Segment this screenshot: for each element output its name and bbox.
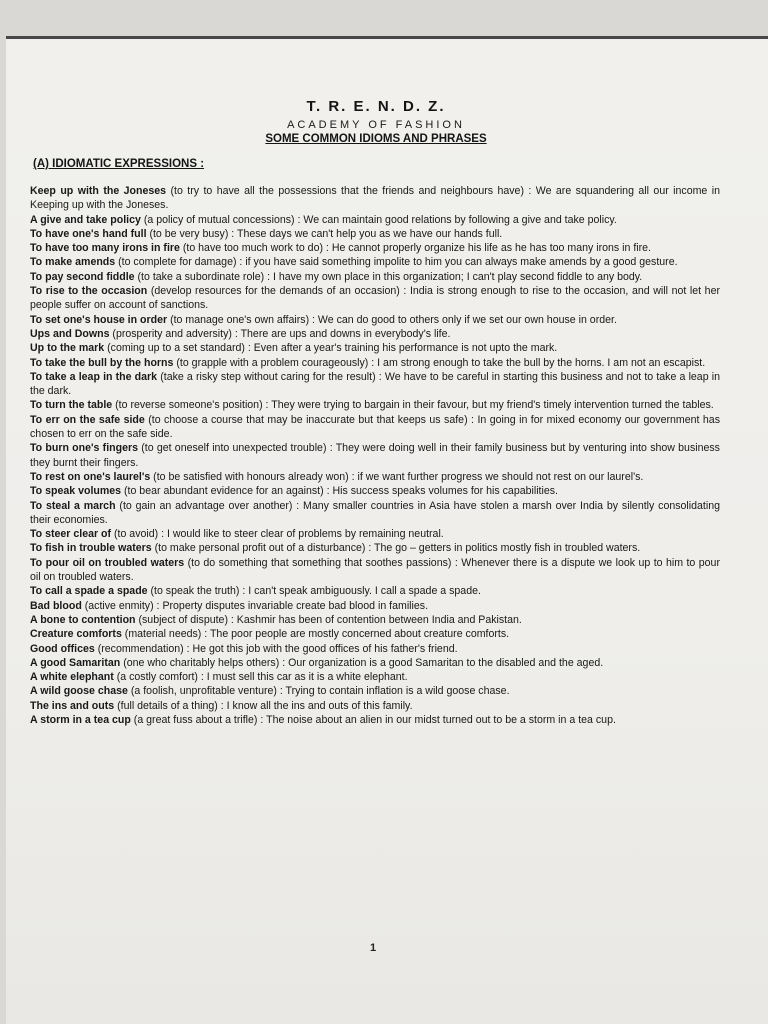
- idiom-definition: (to be very busy) : These days we can't help you as we have our hands full.: [146, 227, 503, 240]
- idiom-term: A give and take policy: [30, 213, 141, 226]
- idiom-entry: [30, 599, 720, 613]
- idiom-definition: (to take a subordinate role) : I have my own place in this organization; I can't play second fiddle to any body.: [134, 270, 643, 283]
- idiom-entry: [30, 398, 720, 412]
- document-page: [6, 36, 768, 1024]
- idiom-definition: (to reverse someone's position) : They were trying to bargain in their favour, but my friend's timely intervention turned the tables.: [112, 399, 714, 412]
- idiom-term: To take a leap in the dark: [30, 370, 158, 383]
- idiom-definition: (material needs) : The poor people are mostly concerned about creature comforts.: [121, 628, 510, 641]
- idiom-entry: [30, 613, 720, 627]
- idiom-entry: [30, 327, 720, 341]
- idiom-entry: [30, 527, 720, 541]
- idiom-term: To turn the table: [30, 399, 113, 412]
- idiom-definition: (to do something that something that soothes passions) : Whenever there is a dispute we look up to him to pour oil on troubled waters.: [30, 556, 720, 584]
- idiom-definition: (a costly comfort) : I must sell this car as it is a white elephant.: [113, 671, 408, 684]
- idiom-term: To rise to the occasion: [30, 285, 148, 298]
- idiom-entry: [30, 556, 720, 585]
- idiom-term: The ins and outs: [30, 699, 115, 712]
- idiom-term: Keep up with the Joneses: [30, 185, 167, 197]
- idiom-entry: [30, 341, 720, 355]
- idiom-term: To have one's hand full: [30, 227, 147, 240]
- idiom-entry: [30, 213, 720, 227]
- idiom-definition: (coming up to a set standard) : Even after a year's training his performance is not upto the mark.: [104, 342, 558, 355]
- idiom-definition: (to grapple with a problem courageously) : I am strong enough to take the bull by the horns. I am not an escapist.: [173, 356, 706, 369]
- idiom-entry: [30, 656, 720, 670]
- idiom-term: To pour oil on troubled waters: [30, 556, 185, 569]
- idiom-entry: [30, 484, 720, 498]
- idiom-term: To have too many irons in fire: [30, 242, 180, 255]
- idiom-definition: (to manage one's own affairs) : We can do good to others only if we set our own house in order.: [167, 313, 617, 326]
- idiom-definition: (subject of dispute) : Kashmir has been of contention between India and Pakistan.: [135, 613, 522, 626]
- idiom-entry: [30, 284, 720, 313]
- idiom-term: To speak volumes: [30, 485, 122, 498]
- idiom-definition: (to gain an advantage over another) : Many smaller countries in Asia have stolen a marsh over India by silently consolidating their economies.: [30, 499, 720, 526]
- idiom-entry: [30, 255, 720, 269]
- idiom-entry: [30, 441, 720, 470]
- idiom-entry: [30, 470, 720, 484]
- idiom-definition: (develop resources for the demands of an occasion) : India is strong enough to rise to the occasion, and will not let her people suffer on account of sanctions.: [30, 285, 720, 312]
- page-top-edge: [6, 36, 768, 39]
- idiom-term: To pay second fiddle: [30, 270, 135, 283]
- idiom-entry: [30, 241, 720, 255]
- idiom-entry: [30, 627, 720, 641]
- idiom-term: A bone to contention: [30, 613, 136, 626]
- idiom-entry: [30, 584, 720, 598]
- idiom-term: To err on the safe side: [30, 413, 145, 426]
- idiom-entry: [30, 670, 720, 684]
- idiom-entry: [30, 499, 720, 528]
- idiom-definition: (to be satisfied with honours already won) : if we want further progress we should not rest on our laurel's.: [150, 470, 644, 483]
- section-heading: (A) IDIOMATIC EXPRESSIONS :: [33, 158, 205, 170]
- idiom-definition: (prosperity and adversity) : There are ups and downs in everybody's life.: [109, 327, 451, 340]
- idiom-entry: [30, 270, 720, 284]
- idiom-definition: (full details of a thing) : I know all the ins and outs of this family.: [114, 699, 413, 712]
- idiom-entry: [30, 370, 720, 399]
- document-title: SOME COMMON IDIOMS AND PHRASES: [265, 133, 487, 145]
- brand-name: T. R. E. N. D. Z.: [306, 98, 446, 115]
- idiom-term: A good Samaritan: [30, 656, 121, 669]
- idiom-entry: [30, 642, 720, 656]
- idiom-definition: (to have too much work to do) : He cannot properly organize his life as he has too many irons in fire.: [179, 242, 651, 255]
- idiom-definition: (one who charitably helps others) : Our organization is a good Samaritan to the disabled and the aged.: [120, 656, 604, 669]
- idiom-definition: (a policy of mutual concessions) : We can maintain good relations by following a give and take policy.: [140, 213, 617, 226]
- idiom-term: Bad blood: [30, 599, 82, 612]
- idiom-term: To call a spade a spade: [30, 585, 148, 598]
- idiom-definition: (to make personal profit out of a disturbance) : The go – getters in politics mostly fish in troubled waters.: [151, 542, 641, 555]
- brand-subtitle: ACADEMY OF FASHION: [287, 119, 465, 131]
- idiom-entry: [30, 699, 720, 713]
- idiom-term: Up to the mark: [30, 342, 105, 355]
- idiom-term: Good offices: [30, 642, 95, 655]
- idiom-definition: (a foolish, unprofitable venture) : Trying to contain inflation is a wild goose chase.: [127, 685, 510, 698]
- idiom-term: A storm in a tea cup: [30, 713, 131, 726]
- idiom-term: To rest on one's laurel's: [30, 470, 151, 483]
- idiom-definition: (to try to have all the possessions that the friends and neighbours have) : We are squandering all our income in Keeping up with the Joneses.: [30, 185, 720, 212]
- idiom-entry: [30, 356, 720, 370]
- idiom-definition: (to complete for damage) : if you have said something impolite to him you can always make amends by a good gesture.: [115, 256, 678, 269]
- idiom-list: [30, 184, 720, 727]
- idiom-entry: [30, 227, 720, 241]
- idiom-entry: [30, 313, 720, 327]
- idiom-definition: (a great fuss about a trifle) : The noise about an alien in our midst turned out to be a storm in a tea cup.: [130, 713, 616, 726]
- idiom-term: To steer clear of: [30, 528, 112, 541]
- idiom-term: Ups and Downs: [30, 327, 110, 340]
- idiom-term: To make amends: [30, 256, 116, 269]
- page-number: 1: [370, 942, 377, 954]
- document-header: [6, 98, 746, 145]
- idiom-definition: (take a risky step without caring for the result) : We have to be careful in starting this business and not to take a leap in the dark.: [30, 370, 720, 398]
- idiom-term: Creature comforts: [30, 628, 122, 641]
- idiom-definition: (to speak the truth) : I can't speak ambiguously. I call a spade a spade.: [147, 585, 481, 598]
- idiom-term: To set one's house in order: [30, 313, 168, 326]
- idiom-definition: (to avoid) : I would like to steer clear of problems by remaining neutral.: [111, 528, 444, 541]
- idiom-entry: [30, 413, 720, 442]
- idiom-entry: [30, 684, 720, 698]
- idiom-definition: (active enmity) : Property disputes invariable create bad blood in families.: [81, 599, 429, 612]
- idiom-term: A white elephant: [30, 671, 114, 684]
- idiom-definition: (to bear abundant evidence for an against) : His success speaks volumes for his capabilities.: [121, 485, 558, 498]
- idiom-term: To fish in trouble waters: [30, 542, 152, 555]
- idiom-term: To steal a march: [30, 499, 116, 512]
- idiom-term: A wild goose chase: [30, 685, 128, 698]
- idiom-entry: [30, 184, 720, 213]
- idiom-definition: (recommendation) : He got this job with the good offices of his father's friend.: [94, 642, 458, 655]
- idiom-term: To take the bull by the horns: [30, 356, 174, 369]
- idiom-term: To burn one's fingers: [30, 442, 138, 455]
- idiom-definition: (to choose a course that may be inaccurate but that keeps us safe) : In going in for mixed economy our government has chosen to err on the safe side.: [30, 413, 720, 441]
- idiom-entry: [30, 541, 720, 555]
- idiom-definition: (to get oneself into unexpected trouble) : They were doing well in their family business but by venturing into show business they burnt their fingers.: [30, 442, 720, 469]
- idiom-entry: [30, 713, 720, 727]
